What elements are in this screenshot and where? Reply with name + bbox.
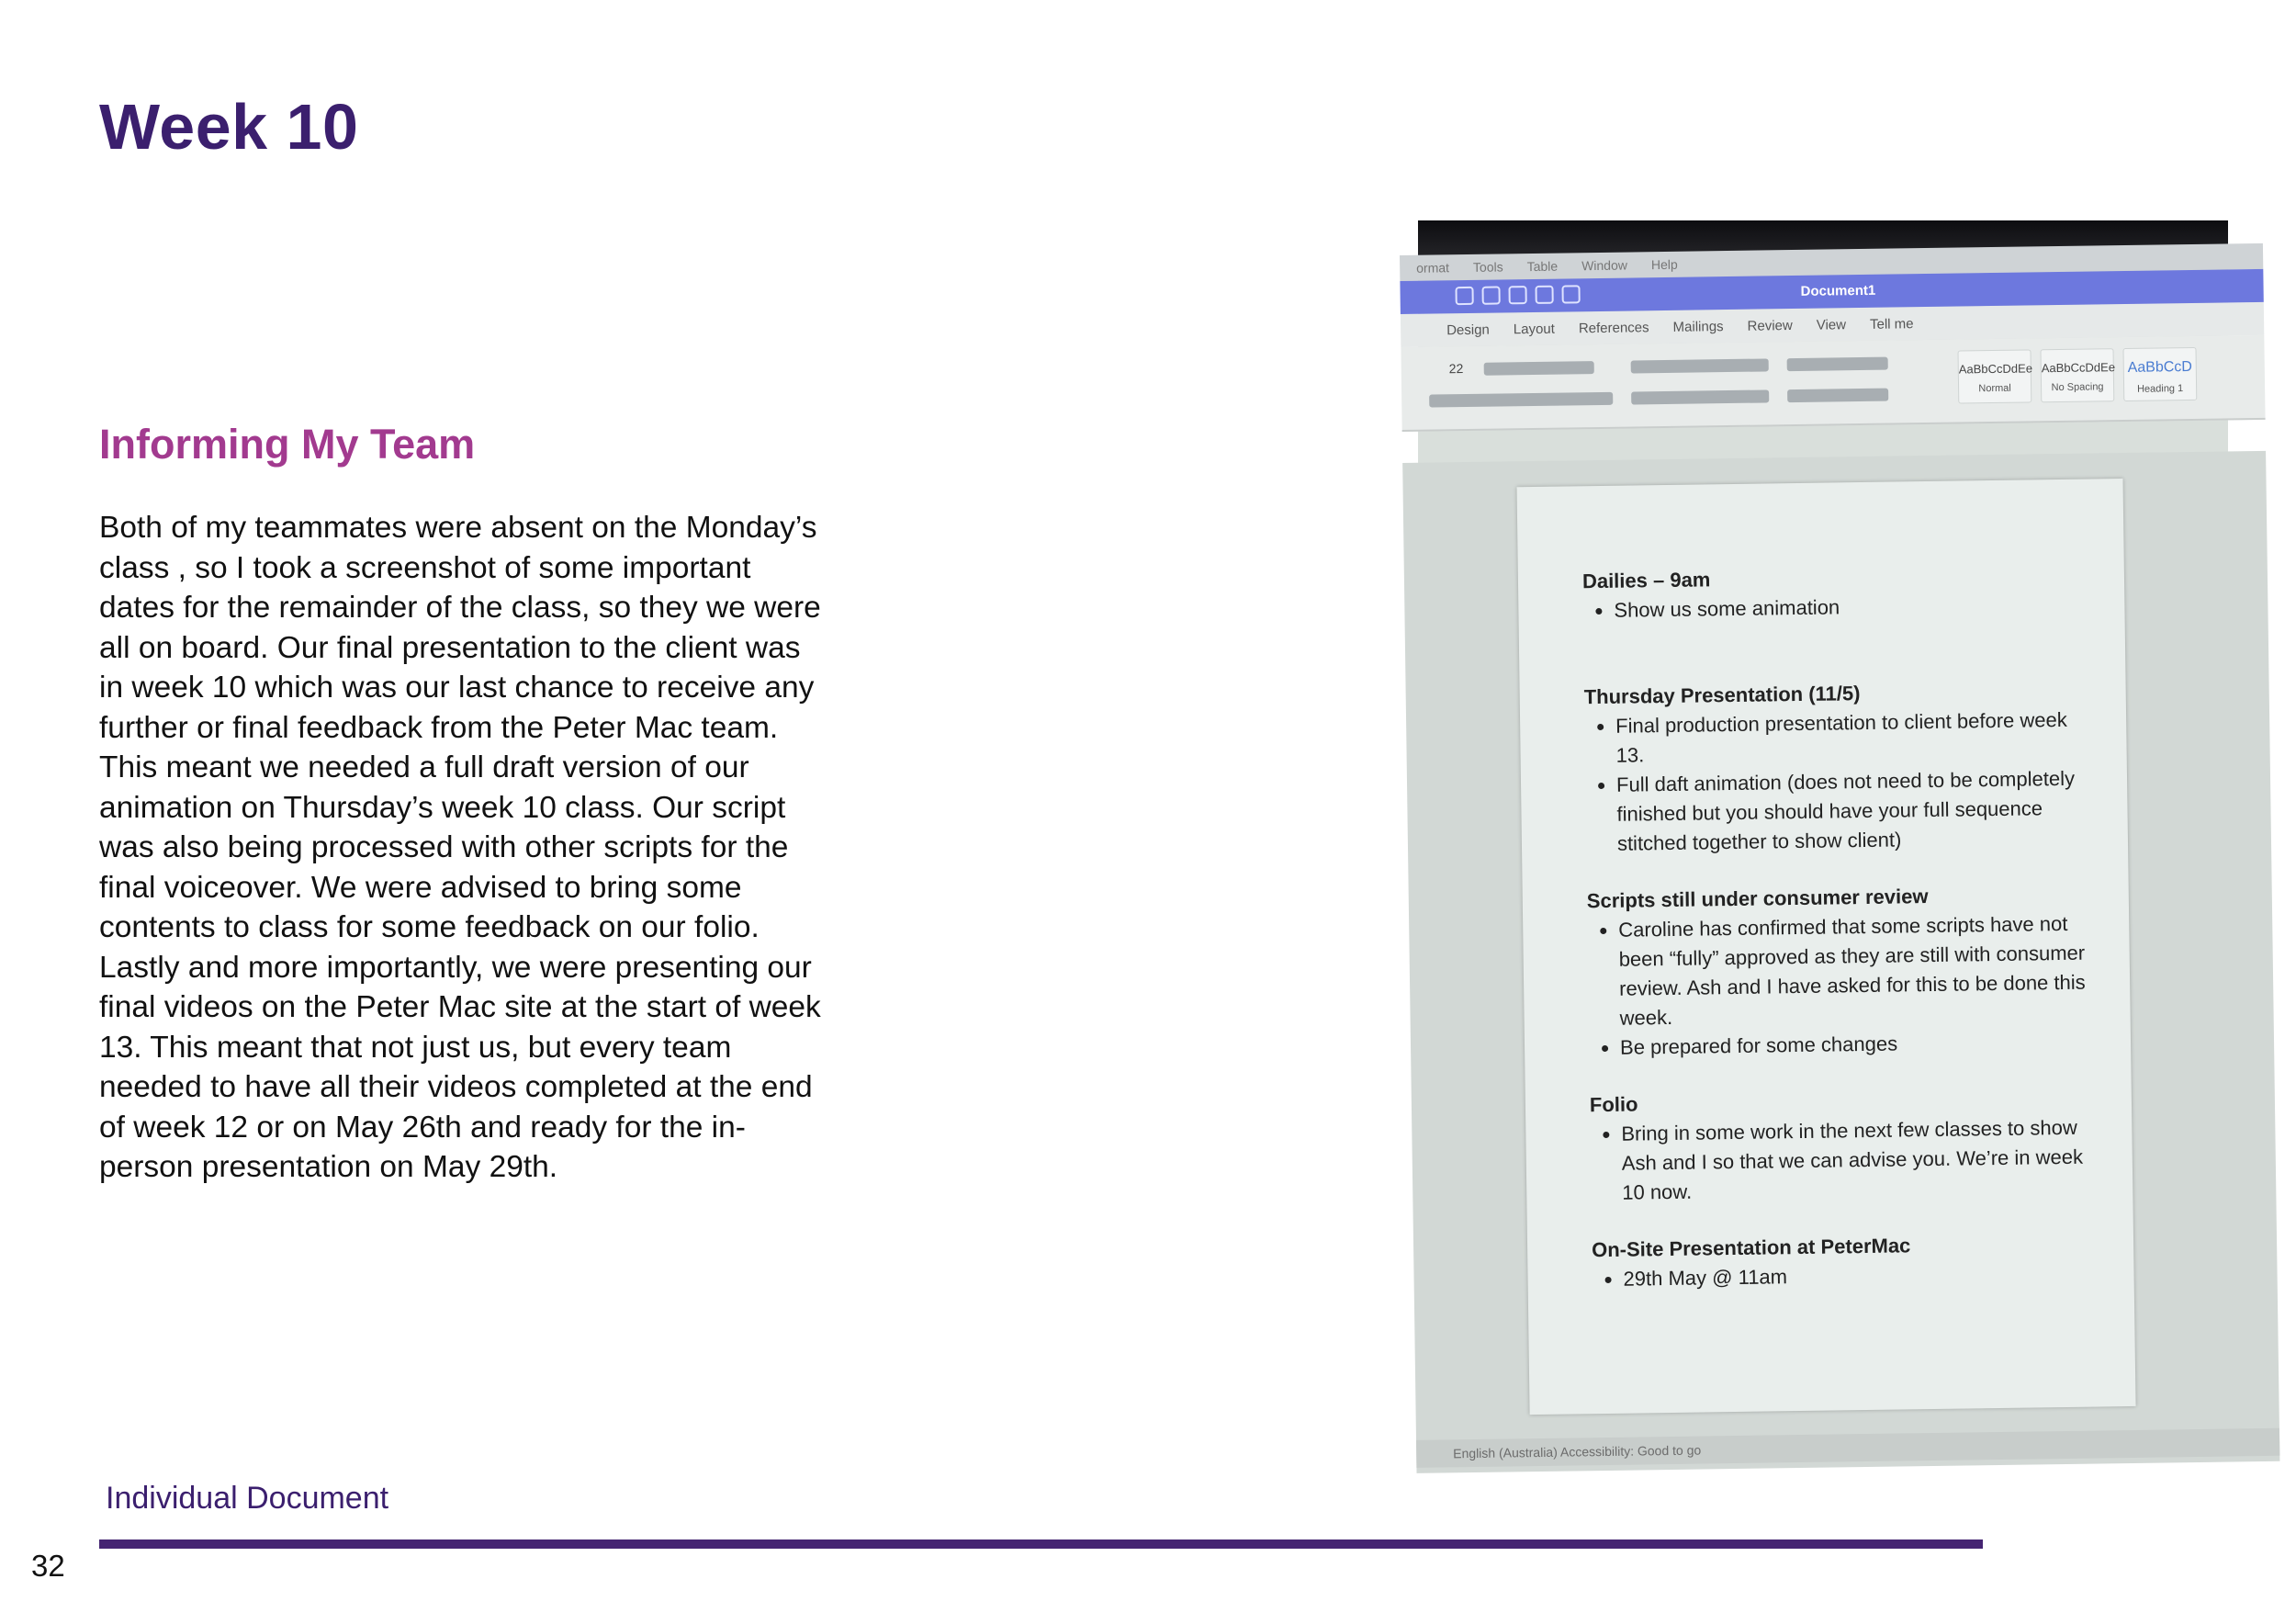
doc-list [1584, 705, 2100, 859]
doc-heading: On-Site Presentation at PeterMac [1591, 1234, 1911, 1262]
doc-bullet: • Show us some animation [1614, 589, 2097, 625]
save-icon[interactable] [1481, 286, 1500, 304]
doc-heading: Folio [1589, 1092, 1638, 1117]
undo-icon[interactable] [1508, 286, 1526, 304]
menu-item[interactable]: Table [1526, 258, 1559, 275]
doc-list [1592, 1257, 2106, 1294]
doc-bullet: • Full daft animation (does not need to be completely finished but you should have your full sequence stitched together to show client) [1616, 763, 2100, 858]
footer-label: Individual Document [106, 1481, 389, 1516]
style-heading-1[interactable]: AaBbCcD Heading 1 [2122, 347, 2197, 401]
styles-gallery [1958, 347, 2198, 404]
sort-tools[interactable] [1787, 357, 1888, 372]
footer-rule [99, 1539, 1983, 1549]
print-icon[interactable] [1561, 285, 1580, 303]
align-tools[interactable] [1631, 389, 1769, 404]
tell-me[interactable]: Tell me [1869, 315, 1914, 333]
redo-icon[interactable] [1535, 286, 1553, 304]
font-size-select[interactable]: 22 [1448, 361, 1464, 377]
document-page[interactable] [1517, 479, 2136, 1415]
doc-heading: Dailies – 9am [1581, 568, 1711, 593]
tab-review[interactable]: Review [1747, 317, 1793, 334]
home-icon[interactable] [1455, 287, 1473, 305]
document-canvas [1402, 451, 2279, 1473]
page-number: 32 [31, 1549, 65, 1583]
doc-bullet: • 29th May @ 11am [1623, 1257, 2106, 1293]
tab-view[interactable]: View [1816, 316, 1847, 333]
doc-heading: Scripts still under consumer review [1586, 885, 1929, 913]
doc-bullet: • Caroline has confirmed that some scripts have not been “fully” approved as they are still with consumer review. Ash and I have asked for this to be done this week. [1618, 908, 2103, 1032]
style-normal[interactable]: AaBbCcDdEe Normal [1958, 349, 2032, 403]
border-tools[interactable] [1787, 389, 1888, 403]
ribbon [1401, 335, 2265, 432]
list-tools[interactable] [1631, 358, 1769, 373]
page-title: Week 10 [99, 91, 359, 163]
quick-access-toolbar [1455, 285, 1580, 305]
menu-item[interactable]: Tools [1472, 259, 1503, 275]
screen-photo [1416, 220, 2228, 1461]
doc-list [1590, 1112, 2105, 1208]
doc-bullet: • Be prepared for some changes [1620, 1026, 2103, 1062]
format-tools[interactable] [1429, 392, 1613, 408]
tab-design[interactable]: Design [1446, 321, 1490, 338]
doc-heading: Thursday Presentation (11/5) [1583, 682, 1861, 709]
doc-bullet: • Bring in some work in the next few classes to show Ash and I so that we can advise you. We’re in week 10 now. [1621, 1112, 2105, 1207]
style-no-spacing[interactable]: AaBbCcDdEe No Spacing [2040, 348, 2114, 402]
tab-layout[interactable]: Layout [1513, 321, 1555, 337]
doc-list [1587, 908, 2103, 1063]
menu-item[interactable]: ormat [1416, 260, 1450, 276]
word-window [1400, 243, 2279, 1468]
tab-mailings[interactable]: Mailings [1672, 318, 1724, 335]
status-bar: English (Australia) Accessibility: Good to go [1416, 1428, 2279, 1468]
menu-item[interactable]: Help [1650, 256, 1678, 273]
document-name: Document1 [1800, 282, 1876, 299]
body-text: Both of my teammates were absent on the Monday’s class , so I took a screenshot of some important dates for the remainder of the class, so they we were all on board. Our final presentation to the client was in week 10 which was our last chance to receive any further or final feedback from the Peter Mac team. This meant we needed a full draft version of our animation on Thursday’s week 10 class. Our script was also being processed with other scripts for the final voiceover. We were advised to bring some contents to class for some feedback on our folio. Lastly and more importantly, we were presenting our final videos on the Peter Mac site at the start of week 13. This meant that not just us, but every team needed to have all their videos completed at the end of week 12 or on May 26th and ready for the in-person presentation on May 29th. [99, 511, 821, 1184]
doc-bullet: • Final production presentation to client before week 13. [1615, 705, 2099, 770]
menu-item[interactable]: Window [1581, 257, 1628, 274]
tab-references[interactable]: References [1578, 319, 1649, 336]
font-tools[interactable] [1484, 361, 1594, 376]
body-paragraph [99, 508, 825, 1188]
section-subtitle: Informing My Team [99, 421, 476, 468]
document-content [1582, 559, 2107, 1294]
